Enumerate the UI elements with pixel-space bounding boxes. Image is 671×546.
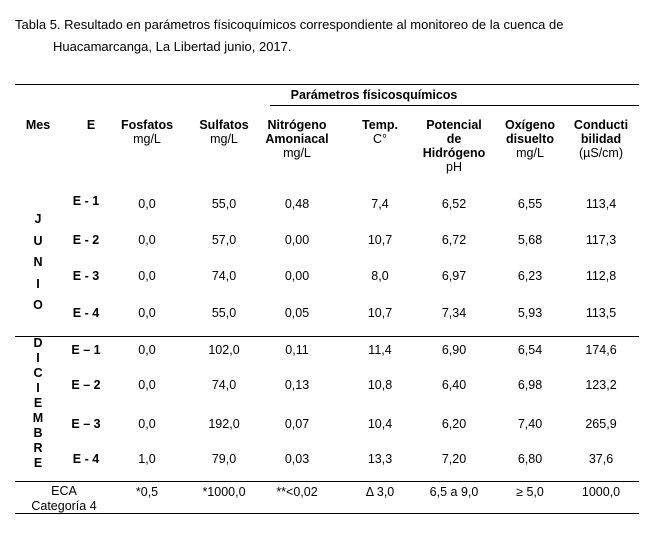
col-header-e: E <box>86 118 96 132</box>
month-separator-rule <box>15 336 639 337</box>
table-cell: 6,55 <box>517 197 543 211</box>
table-cell: 0,00 <box>284 233 310 247</box>
table-cell: 8,0 <box>371 269 389 283</box>
col-header-bold-text: disuelto <box>506 132 554 146</box>
table-cell: 0,0 <box>138 378 156 392</box>
table-cell: 7,34 <box>441 306 467 320</box>
table-cell: 6,23 <box>517 269 543 283</box>
table-cell: 112,8 <box>585 269 617 283</box>
month-label-junio <box>33 209 43 317</box>
col-header-unit: mg/L <box>133 132 161 146</box>
col-header-bold-text: de <box>446 132 462 146</box>
table-cell: 6,54 <box>517 343 543 357</box>
month-label-diciembre <box>33 336 43 471</box>
table-cell: 123,2 <box>585 378 617 392</box>
table-cell: 0,05 <box>284 306 310 320</box>
table-cell: 10,7 <box>367 306 393 320</box>
table-cell: 7,20 <box>441 452 467 466</box>
station-label: E – 1 <box>71 343 101 357</box>
table-cell: 13,3 <box>367 452 393 466</box>
group-header-rule <box>270 105 639 106</box>
col-header-unit: (µS/cm) <box>578 146 624 160</box>
table-cell: 0,07 <box>284 417 310 431</box>
col-header-unit: C° <box>372 132 388 146</box>
table-cell: 113,5 <box>585 306 617 320</box>
table-cell: 5,93 <box>517 306 543 320</box>
station-label: E - 2 <box>72 233 100 247</box>
table-cell: 6,72 <box>441 233 467 247</box>
eca-cell: 1000,0 <box>581 485 621 499</box>
col-header-5 <box>423 118 486 174</box>
month-letter: E <box>33 456 43 470</box>
eca-cell: **<0,02 <box>276 485 318 499</box>
table-cell: 6,98 <box>517 378 543 392</box>
table-cell: 0,11 <box>285 343 309 357</box>
table-cell: 6,40 <box>441 378 467 392</box>
caption-line-2: Huacamarcanga, La Libertad junio, 2017. <box>53 39 292 54</box>
table-cell: 7,40 <box>517 417 543 431</box>
table-cell: 6,80 <box>517 452 543 466</box>
month-letter: N <box>33 255 43 269</box>
col-header-bold-text: Sulfatos <box>199 118 249 132</box>
eca-category-label: Categoría 4 <box>31 499 97 513</box>
table-cell: 265,9 <box>585 417 617 431</box>
col-header-mes: Mes <box>25 118 51 132</box>
table-cell: 0,0 <box>138 306 156 320</box>
month-letter: E <box>33 396 43 410</box>
table-cell: 102,0 <box>208 343 240 357</box>
table-cell: 6,52 <box>441 197 467 211</box>
month-letter: O <box>33 298 43 312</box>
table-cell: 57,0 <box>211 233 237 247</box>
month-letter: B <box>33 426 43 440</box>
col-header-bold-text: Temp. <box>362 118 398 132</box>
month-letter: M <box>32 411 44 425</box>
col-header-3 <box>265 118 328 160</box>
table-cell: 55,0 <box>211 197 237 211</box>
col-header-bold-text: Hidrógeno <box>422 146 486 160</box>
table-cell: 113,4 <box>585 197 617 211</box>
month-letter: J <box>34 212 42 226</box>
col-header-unit: pH <box>446 160 462 174</box>
table-cell: 0,0 <box>138 269 156 283</box>
col-header-bold-text: Fosfatos <box>120 118 174 132</box>
table-cell: 5,68 <box>517 233 543 247</box>
table-cell: 0,13 <box>284 378 310 392</box>
table-cell: 11,4 <box>368 343 392 357</box>
month-letter: I <box>36 276 40 291</box>
table-cell: 192,0 <box>208 417 240 431</box>
col-header-bold-text: bilidad <box>580 132 622 146</box>
station-label: E - 1 <box>72 194 100 208</box>
col-header-bold-text: Oxígeno <box>504 118 556 132</box>
col-header-unit: mg/L <box>210 132 238 146</box>
month-letter: I <box>36 351 40 365</box>
table-cell: 55,0 <box>211 306 237 320</box>
group-header: Parámetros físicosquímicos <box>290 88 458 102</box>
month-letter: R <box>33 441 43 455</box>
month-letter: D <box>33 336 43 350</box>
eca-cell: *1000,0 <box>202 485 246 499</box>
month-letter: C <box>33 366 43 380</box>
table-cell: 0,00 <box>284 269 310 283</box>
station-label: E - 4 <box>72 452 100 466</box>
col-header-unit: mg/L <box>283 146 311 160</box>
table-cell: 10,8 <box>367 378 393 392</box>
table-cell: 74,0 <box>211 378 237 392</box>
station-label: E - 3 <box>72 269 100 283</box>
col-header-bold-text: Potencial <box>426 118 482 132</box>
col-header-unit: mg/L <box>516 146 544 160</box>
eca-cell: 6,5 a 9,0 <box>429 485 479 499</box>
caption-line-1: Tabla 5. Resultado en parámetros físicoquímicos correspondiente al monitoreo de la cuenca de <box>15 17 564 32</box>
col-header-4 <box>362 118 398 146</box>
station-label: E – 2 <box>71 378 101 392</box>
table-caption <box>15 14 615 58</box>
table-cell: 10,4 <box>367 417 393 431</box>
table-cell: 10,7 <box>367 233 393 247</box>
eca-cell: Δ 3,0 <box>365 485 395 499</box>
col-header-bold-text: Conducti <box>573 118 629 132</box>
station-label: E – 3 <box>71 417 101 431</box>
col-header-2 <box>199 118 248 146</box>
month-letter: U <box>33 233 43 248</box>
table-bottom-rule <box>15 513 639 514</box>
table-cell: 0,03 <box>284 452 310 466</box>
table-cell: 74,0 <box>211 269 237 283</box>
table-cell: 6,97 <box>441 269 467 283</box>
table-cell: 0,0 <box>138 197 156 211</box>
col-header-bold-text: Amoniacal <box>265 132 329 146</box>
col-header-bold-text: Nitrógeno <box>267 118 327 132</box>
table-cell: 0,0 <box>138 343 156 357</box>
eca-cell: ≥ 5,0 <box>516 485 544 499</box>
table-cell: 117,3 <box>585 233 617 247</box>
month-letter: I <box>36 381 40 395</box>
table-cell: 6,90 <box>441 343 467 357</box>
station-label: E - 4 <box>72 306 100 320</box>
table-cell: 0,0 <box>138 417 156 431</box>
table-cell: 1,0 <box>138 452 156 466</box>
table-cell: 0,0 <box>138 233 156 247</box>
col-header-1 <box>121 118 173 146</box>
eca-separator-rule <box>15 481 639 482</box>
table-cell: 7,4 <box>371 197 389 211</box>
table-cell: 37,6 <box>588 452 614 466</box>
table-cell: 6,20 <box>441 417 467 431</box>
col-header-7 <box>574 118 628 160</box>
col-header-6 <box>505 118 555 160</box>
eca-cell: *0,5 <box>135 485 159 499</box>
table-top-rule <box>15 84 639 85</box>
table-cell: 0,48 <box>284 197 310 211</box>
table-cell: 79,0 <box>211 452 237 466</box>
eca-label: ECA <box>51 484 77 498</box>
table-cell: 174,6 <box>585 343 617 357</box>
